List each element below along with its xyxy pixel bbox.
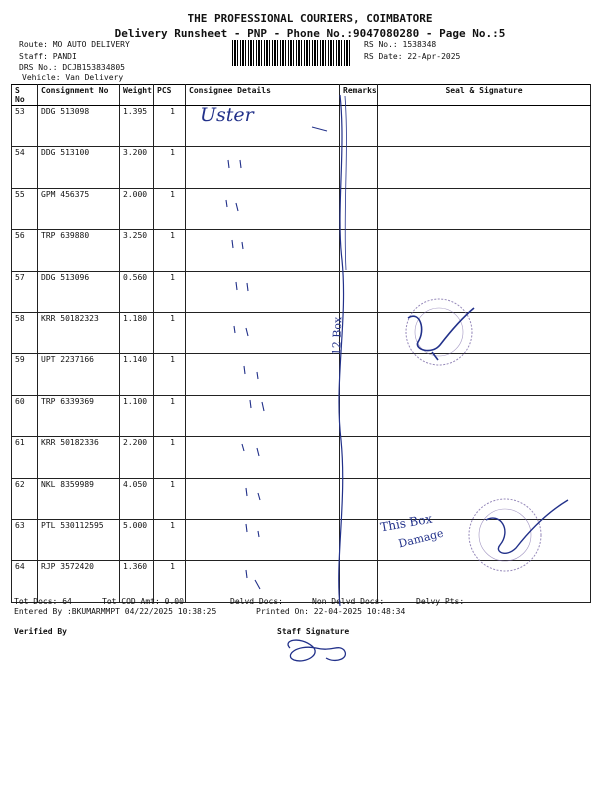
- runsheet-title: Delivery Runsheet - PNP - Phone No.:9047080280 - Page No.:5: [114, 27, 506, 40]
- row-weight: 0.560: [120, 271, 154, 312]
- row-weight: 1.180: [120, 312, 154, 353]
- row-sno: 57: [12, 271, 38, 312]
- row-pcs: 1: [154, 354, 186, 395]
- signature-58: [408, 308, 474, 360]
- row-sno: 53: [12, 106, 38, 147]
- row-sno: 59: [12, 354, 38, 395]
- staff-signature-label: Staff Signature: [277, 627, 350, 636]
- row-sno: 54: [12, 147, 38, 188]
- verified-by-label: Verified By: [14, 627, 67, 636]
- entered-by: Entered By :BKUMARMMPT 04/22/2025 10:38:25: [14, 607, 217, 616]
- non-delivered-docs: Non Delvd Docs:: [312, 597, 385, 606]
- row-sno: 64: [12, 561, 38, 602]
- row-pcs: 1: [154, 106, 186, 147]
- row-consignment-no: DDG 513098: [38, 106, 120, 147]
- row-consignment-no: GPM 456375: [38, 188, 120, 229]
- row-consignment-no: KRR 50182336: [38, 437, 120, 478]
- handwritten-consignee: Uster: [200, 104, 254, 126]
- row-sno: 63: [12, 519, 38, 560]
- delivered-docs: Delvd Docs:: [230, 597, 283, 606]
- total-docs: Tot Docs: 64: [14, 597, 72, 606]
- drs-number: DRS No.: DCJB153834805: [19, 63, 125, 72]
- row-sno: 62: [12, 478, 38, 519]
- row-pcs: 1: [154, 395, 186, 436]
- row-sno: 61: [12, 437, 38, 478]
- col-header-weight: Weight: [120, 85, 154, 106]
- row-pcs: 1: [154, 188, 186, 229]
- row-pcs: 1: [154, 312, 186, 353]
- arrow-tick: [312, 127, 327, 131]
- total-cod: Tot COD Amt: 0.00: [102, 597, 184, 606]
- route-label: Route: MO AUTO DELIVERY: [19, 40, 130, 49]
- col-header-seal: Seal & Signature: [378, 85, 591, 106]
- row-weight: 3.250: [120, 230, 154, 271]
- row-consignment-no: DDG 513100: [38, 147, 120, 188]
- row-consignment-no: DDG 513096: [38, 271, 120, 312]
- remarks-ink-line-2: [345, 96, 346, 270]
- row-pcs: 1: [154, 271, 186, 312]
- row-consignment-no: RJP 3572420: [38, 561, 120, 602]
- handwritten-remark-damage-2: Damage: [397, 526, 445, 551]
- row-weight: 3.200: [120, 147, 154, 188]
- row-weight: 1.395: [120, 106, 154, 147]
- row-weight: 1.100: [120, 395, 154, 436]
- col-header-consignment: Consignment No: [38, 85, 120, 106]
- col-header-remarks: Remarks: [340, 85, 378, 106]
- row-weight: 5.000: [120, 519, 154, 560]
- row-pcs: 1: [154, 519, 186, 560]
- rs-date: RS Date: 22-Apr-2025: [364, 52, 461, 61]
- ditto-marks: [226, 160, 264, 589]
- row-consignment-no: UPT 2237166: [38, 354, 120, 395]
- row-weight: 1.140: [120, 354, 154, 395]
- row-consignment-no: TRP 639880: [38, 230, 120, 271]
- row-weight: 1.360: [120, 561, 154, 602]
- company-title: THE PROFESSIONAL COURIERS, COIMBATORE: [187, 12, 433, 25]
- printed-on: Printed On: 22-04-2025 10:48:34: [256, 607, 406, 616]
- row-weight: 4.050: [120, 478, 154, 519]
- row-sno: 60: [12, 395, 38, 436]
- row-sno: 55: [12, 188, 38, 229]
- rs-number: RS No.: 1538348: [364, 40, 437, 49]
- row-consignment-no: PTL 530112595: [38, 519, 120, 560]
- row-pcs: 1: [154, 478, 186, 519]
- col-header-consignee: Consignee Details: [186, 85, 340, 106]
- row-consignment-no: KRR 50182323: [38, 312, 120, 353]
- row-pcs: 1: [154, 230, 186, 271]
- staff-label: Staff: PANDI: [19, 52, 77, 61]
- col-header-pcs: PCS: [154, 85, 186, 106]
- vehicle-label: Vehicle: Van Delivery: [22, 73, 124, 82]
- handwritten-remark-box-count: 12 Box: [330, 316, 345, 356]
- delivery-points: Delvy Pts:: [416, 597, 465, 606]
- row-pcs: 1: [154, 147, 186, 188]
- signature-63: [486, 500, 568, 553]
- row-weight: 2.200: [120, 437, 154, 478]
- row-pcs: 1: [154, 437, 186, 478]
- staff-signature-scrawl: [288, 640, 345, 661]
- row-consignment-no: TRP 6339369: [38, 395, 120, 436]
- handwritten-remark-damage-1: This Box: [379, 511, 434, 535]
- col-header-sno: S No: [12, 85, 38, 106]
- remarks-ink-line: [339, 95, 344, 606]
- seal-stamp-58: [406, 299, 472, 365]
- row-consignment-no: NKL 8359989: [38, 478, 120, 519]
- row-weight: 2.000: [120, 188, 154, 229]
- row-sno: 58: [12, 312, 38, 353]
- row-sno: 56: [12, 230, 38, 271]
- row-pcs: 1: [154, 561, 186, 602]
